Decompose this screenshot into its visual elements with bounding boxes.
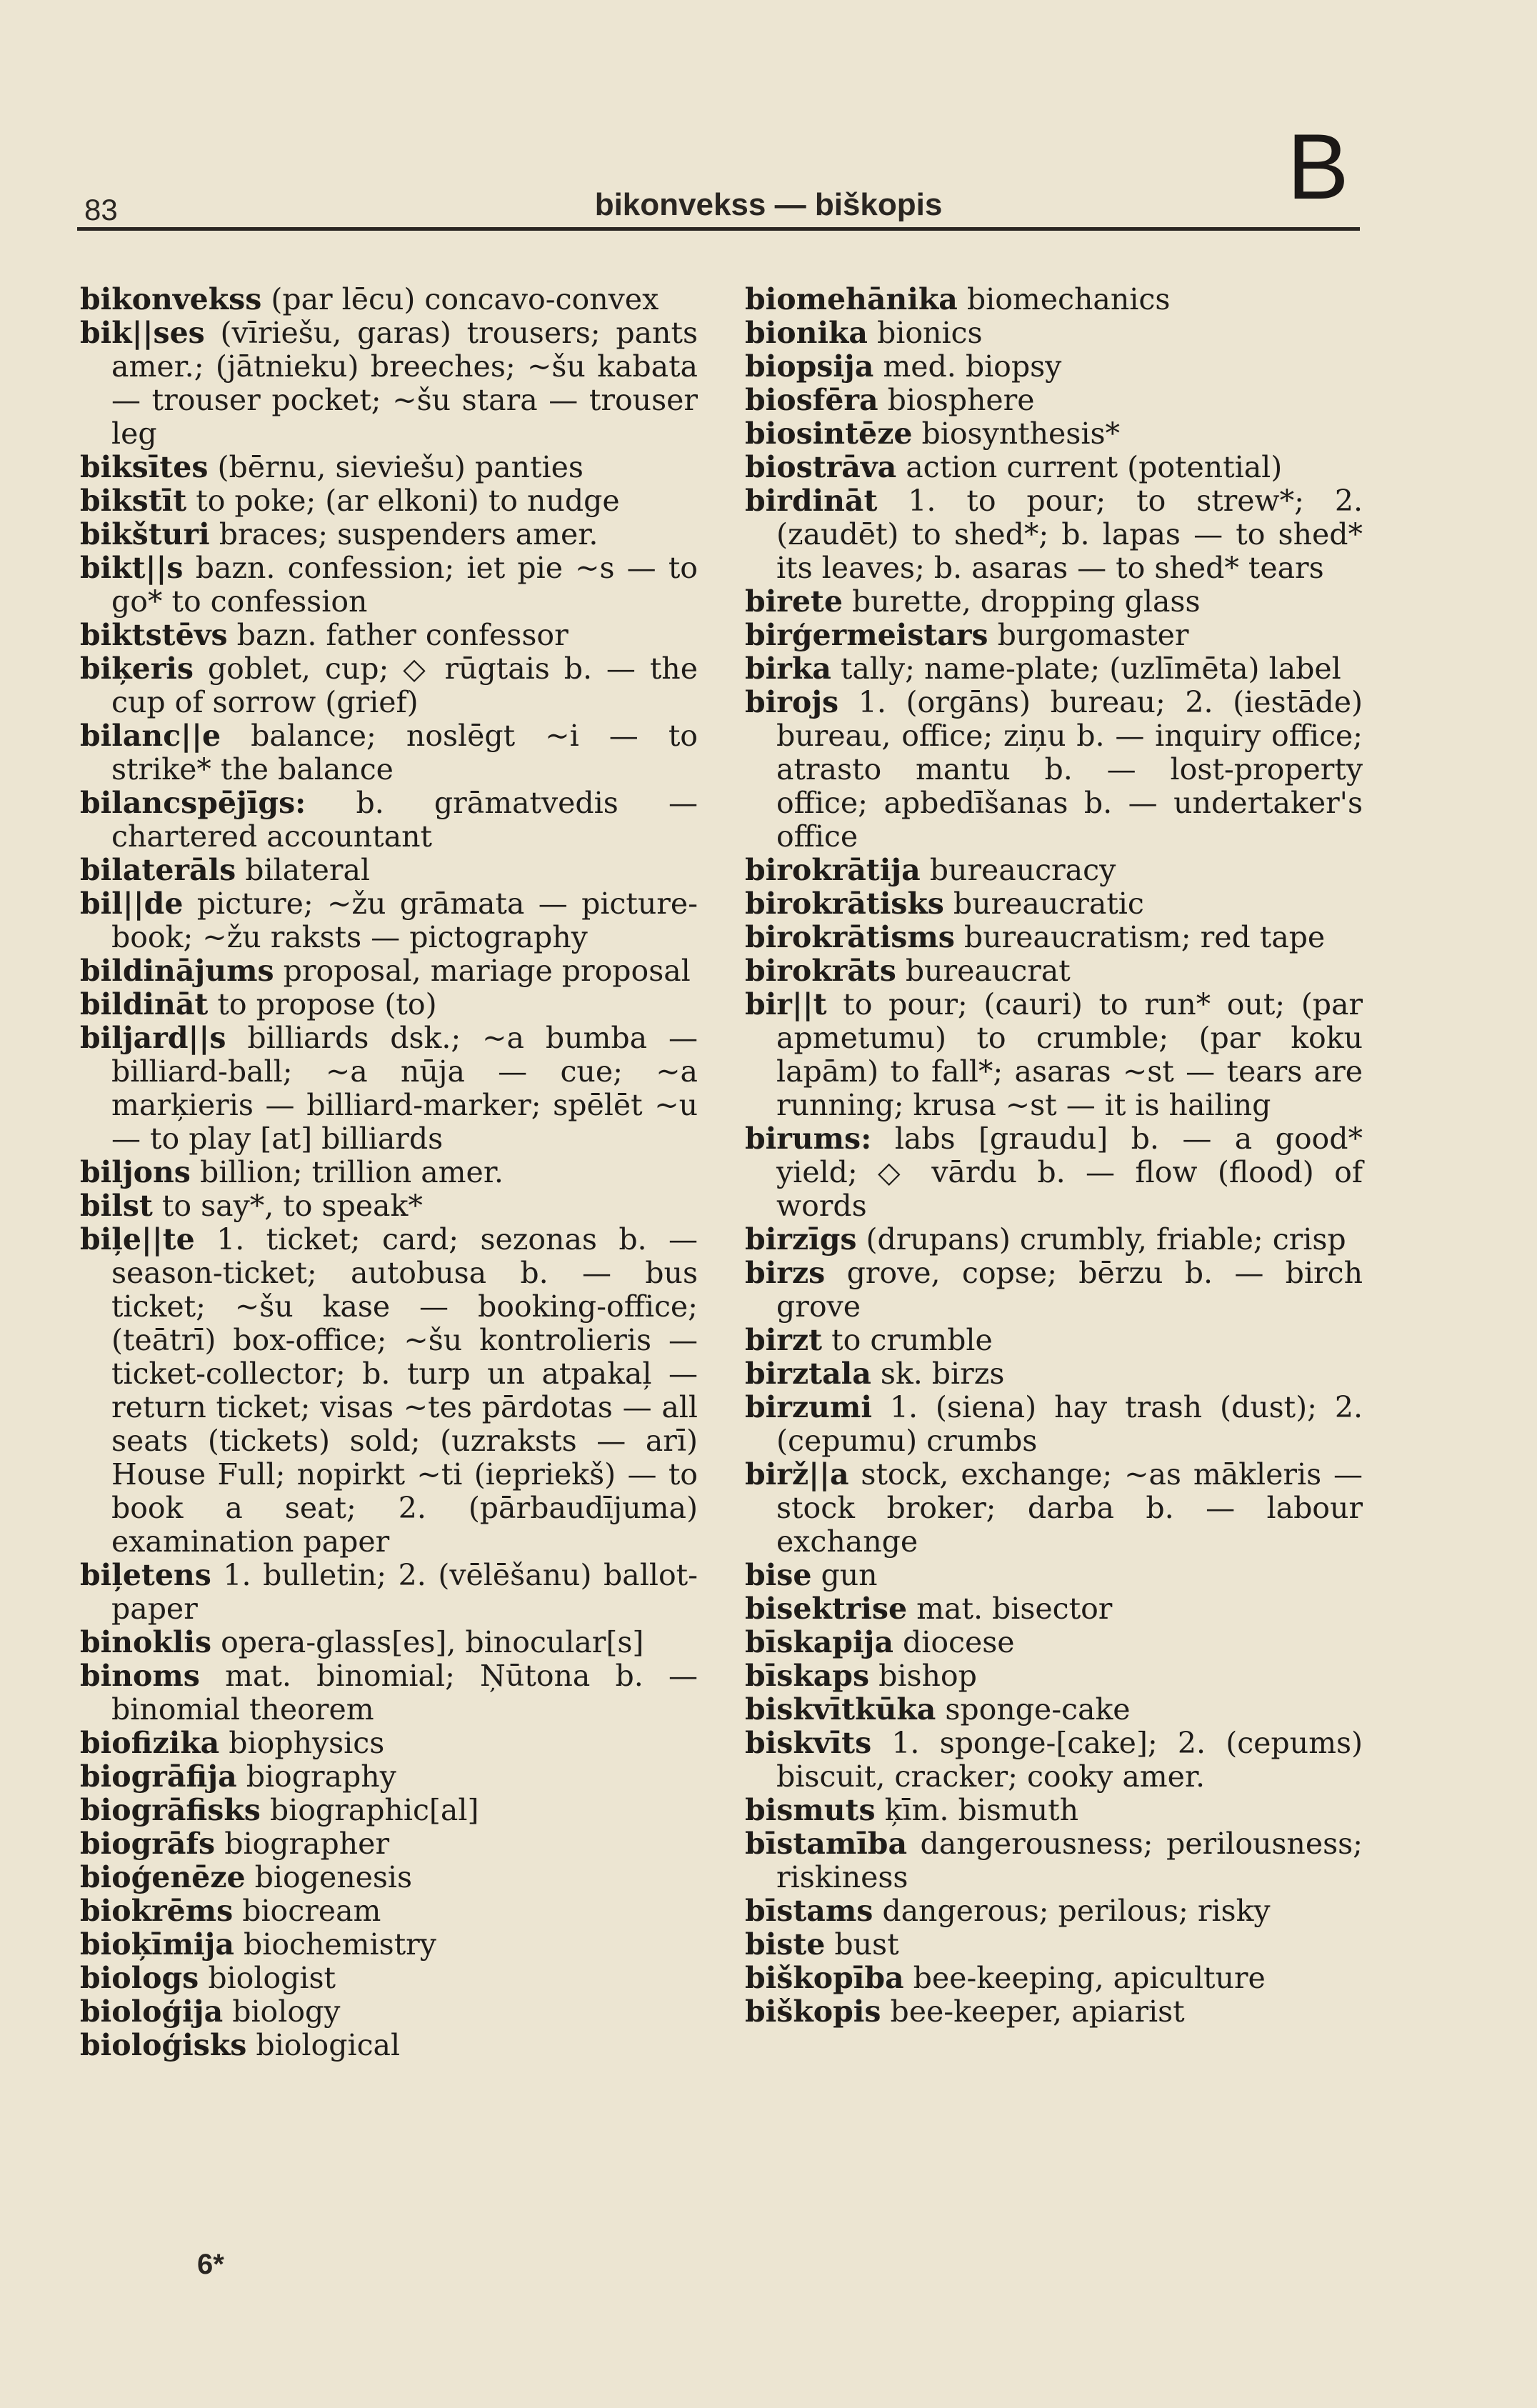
entry-headword: biologs bbox=[80, 1961, 199, 1995]
dictionary-entry bbox=[745, 316, 1363, 350]
entry-headword: biste bbox=[745, 1927, 826, 1962]
entry-headword: birete bbox=[745, 584, 843, 619]
entry-headword: bildinājums bbox=[80, 954, 274, 988]
section-letter: B bbox=[1287, 114, 1349, 219]
dictionary-entry bbox=[80, 484, 698, 518]
entry-definition: bureaucracy bbox=[929, 853, 1116, 887]
entry-headword: bilst bbox=[80, 1189, 153, 1223]
entry-headword: biogrāfisks bbox=[80, 1793, 261, 1827]
entry-headword: biostrāva bbox=[745, 450, 897, 484]
entry-headword: biofizika bbox=[80, 1726, 220, 1760]
dictionary-entry bbox=[80, 719, 698, 786]
dictionary-entry bbox=[745, 1727, 1363, 1794]
entry-definition: bee-keeping, apiculture bbox=[913, 1961, 1266, 1995]
dictionary-entry bbox=[80, 2029, 698, 2062]
dictionary-entry bbox=[80, 887, 698, 954]
entry-definition: (bērnu, sieviešu) panties bbox=[217, 450, 584, 484]
entry-headword: biogrāfija bbox=[80, 1759, 237, 1794]
entry-definition: biographer bbox=[224, 1827, 390, 1861]
entry-definition: biocream bbox=[242, 1894, 381, 1928]
entry-headword: birokrātisks bbox=[745, 886, 944, 921]
entry-definition: b. grāmatvedis — chartered accountant bbox=[111, 786, 698, 854]
dictionary-entry bbox=[80, 652, 698, 719]
entry-definition: bazn. father confessor bbox=[236, 618, 569, 652]
entry-definition: to pour; (cauri) to run* out; (par apmetumu) to crumble; (par koku lapām) to fall*; asaras ~st — tears are running; krusa ~st — it is hailing bbox=[776, 987, 1363, 1122]
entry-definition: bilateral bbox=[245, 853, 371, 887]
entry-headword: birzt bbox=[745, 1323, 823, 1357]
entry-definition: (par lēcu) concavo-convex bbox=[271, 282, 659, 316]
entry-definition: 1. ticket; card; sezonas b. — season-ticket; autobusa b. — bus ticket; ~šu kase — booking-office; (teātrī) box-office; ~šu kontrolieris — ticket-collector; b. turp un atpakaļ — return ticket; visas ~tes pārdotas — all seats (tickets) sold; (uzraksts — arī) House Full; nopirkt ~ti (iepriekš) — to book a seat; 2. (pārbaudījuma) examination paper bbox=[111, 1222, 698, 1559]
entry-definition: 1. sponge-[cake]; 2. (cepums) biscuit, cracker; cooky amer. bbox=[776, 1726, 1363, 1794]
entry-definition: burette, dropping glass bbox=[852, 584, 1201, 619]
header-rule bbox=[77, 227, 1360, 231]
entry-definition: bureaucrat bbox=[905, 954, 1071, 988]
dictionary-entry bbox=[745, 1559, 1363, 1592]
dictionary-entry bbox=[745, 1592, 1363, 1626]
entry-definition: sk. birzs bbox=[880, 1357, 1005, 1391]
entry-definition: biosphere bbox=[887, 383, 1035, 417]
entry-headword: bikšturi bbox=[80, 517, 210, 551]
dictionary-entry bbox=[745, 1257, 1363, 1324]
entry-headword: bioģenēze bbox=[80, 1860, 246, 1894]
entry-definition: billiards dsk.; ~a bumba — billiard-ball; ~a nūja — cue; ~a marķieris — billiard-marker; spēlēt ~u — to play [at] billiards bbox=[111, 1021, 698, 1156]
entry-definition: billion; trillion amer. bbox=[199, 1155, 504, 1189]
entry-headword: bik||ses bbox=[80, 316, 205, 350]
entry-headword: bisektrise bbox=[745, 1592, 908, 1626]
dictionary-entry bbox=[745, 1324, 1363, 1357]
entry-definition: mat. binomial; Ņūtona b. — binomial theorem bbox=[111, 1659, 698, 1727]
running-head: bikonvekss — biškopis bbox=[594, 187, 943, 222]
dictionary-entry bbox=[745, 1391, 1363, 1458]
dictionary-entry bbox=[745, 988, 1363, 1122]
entry-definition: goblet, cup; ◇ rūgtais b. — the cup of sorrow (grief) bbox=[111, 651, 698, 719]
entry-headword: bīstamība bbox=[745, 1827, 908, 1861]
dictionary-entry bbox=[745, 283, 1363, 316]
dictionary-entry bbox=[745, 1693, 1363, 1727]
dictionary-entry bbox=[745, 585, 1363, 619]
entry-headword: birzs bbox=[745, 1256, 826, 1290]
entry-headword: biškopis bbox=[745, 1994, 881, 2029]
entry-headword: biksītes bbox=[80, 450, 209, 484]
entry-definition: bureaucratism; red tape bbox=[963, 920, 1326, 954]
entry-definition: mat. bisector bbox=[916, 1592, 1113, 1626]
dictionary-entry bbox=[745, 1458, 1363, 1559]
dictionary-entry bbox=[745, 854, 1363, 887]
entry-definition: dangerous; perilous; risky bbox=[882, 1894, 1271, 1928]
entry-headword: biktstēvs bbox=[80, 618, 228, 652]
entry-headword: bionika bbox=[745, 316, 868, 350]
entry-definition: bee-keeper, apiarist bbox=[890, 1994, 1185, 2029]
entry-definition: opera-glass[es], binocular[s] bbox=[221, 1625, 644, 1659]
entry-headword: bise bbox=[745, 1558, 812, 1592]
entry-definition: tally; name-plate; (uzlīmēta) label bbox=[840, 651, 1341, 686]
entry-definition: diocese bbox=[903, 1625, 1015, 1659]
entry-headword: birģermeistars bbox=[745, 618, 988, 652]
entry-definition: bureaucratic bbox=[953, 886, 1144, 921]
entry-definition: bishop bbox=[878, 1659, 977, 1693]
entry-headword: birokrāts bbox=[745, 954, 896, 988]
entry-headword: biosintēze bbox=[745, 416, 913, 451]
entry-definition: to propose (to) bbox=[217, 987, 437, 1021]
entry-definition: ķīm. bismuth bbox=[884, 1793, 1079, 1827]
dictionary-entry bbox=[745, 1995, 1363, 2029]
dictionary-entry bbox=[745, 887, 1363, 921]
entry-headword: bil||de bbox=[80, 886, 184, 921]
dictionary-entry bbox=[745, 1223, 1363, 1257]
entry-headword: biškopība bbox=[745, 1961, 904, 1995]
entry-definition: to say*, to speak* bbox=[161, 1189, 423, 1223]
dictionary-entry bbox=[80, 1189, 698, 1223]
entry-definition: braces; suspenders amer. bbox=[219, 517, 599, 551]
dictionary-entry bbox=[80, 1659, 698, 1727]
entry-definition: 1. bulletin; 2. (vēlēšanu) ballot-paper bbox=[111, 1558, 698, 1626]
entry-headword: bīskapija bbox=[745, 1625, 893, 1659]
entry-headword: bioloģija bbox=[80, 1994, 224, 2029]
entry-headword: binoklis bbox=[80, 1625, 212, 1659]
entry-headword: birzīgs bbox=[745, 1222, 857, 1257]
dictionary-entry bbox=[745, 417, 1363, 451]
entry-definition: biomechanics bbox=[966, 282, 1171, 316]
dictionary-entry bbox=[745, 1962, 1363, 1995]
dictionary-entry bbox=[745, 1894, 1363, 1928]
entry-definition: (drupans) crumbly, friable; crisp bbox=[866, 1222, 1346, 1257]
entry-headword: biskvīts bbox=[745, 1726, 872, 1760]
entry-definition: labs [graudu] b. — a good* yield; ◇ vārdu b. — flow (flood) of words bbox=[776, 1121, 1363, 1223]
dictionary-entry bbox=[80, 1995, 698, 2029]
entry-headword: bilanc||e bbox=[80, 719, 221, 753]
entry-definition: biology bbox=[232, 1994, 341, 2029]
entry-headword: biljard||s bbox=[80, 1021, 226, 1055]
entry-headword: biogrāfs bbox=[80, 1827, 216, 1861]
entry-definition: med. biopsy bbox=[883, 349, 1062, 384]
entry-headword: bildināt bbox=[80, 987, 209, 1021]
entry-headword: biokrēms bbox=[80, 1894, 234, 1928]
entry-definition: gun bbox=[821, 1558, 878, 1592]
entry-headword: bismuts bbox=[745, 1793, 876, 1827]
entry-definition: biogenesis bbox=[254, 1860, 413, 1894]
entry-definition: picture; ~žu grāmata — picture-book; ~žu raksts — pictography bbox=[111, 886, 698, 954]
entry-headword: birums: bbox=[745, 1121, 872, 1156]
entry-headword: bilancspējīgs: bbox=[80, 786, 306, 820]
dictionary-entry bbox=[745, 1827, 1363, 1894]
dictionary-entry bbox=[80, 1928, 698, 1962]
entry-definition: biophysics bbox=[229, 1726, 385, 1760]
dictionary-entry bbox=[745, 1357, 1363, 1391]
entry-definition: biologist bbox=[208, 1961, 336, 1995]
dictionary-entry bbox=[80, 1727, 698, 1760]
entry-definition: bionics bbox=[877, 316, 983, 350]
dictionary-entry bbox=[745, 1928, 1363, 1962]
entry-headword: birokrātisms bbox=[745, 920, 955, 954]
dictionary-entry bbox=[745, 954, 1363, 988]
entry-headword: birojs bbox=[745, 685, 839, 719]
dictionary-entry bbox=[80, 1626, 698, 1659]
entry-headword: bīskaps bbox=[745, 1659, 870, 1693]
dictionary-entry bbox=[745, 619, 1363, 652]
entry-headword: birzumi bbox=[745, 1390, 872, 1424]
dictionary-entry bbox=[745, 1794, 1363, 1827]
entry-definition: 1. to pour; to strew*; 2. (zaudēt) to shed*; b. lapas — to shed* its leaves; b. asaras — to shed* tears bbox=[776, 484, 1363, 585]
entry-headword: birž||a bbox=[745, 1457, 849, 1492]
dictionary-entry bbox=[80, 854, 698, 887]
entry-headword: bioloģisks bbox=[80, 2028, 247, 2062]
dictionary-entry bbox=[745, 921, 1363, 954]
dictionary-entry bbox=[80, 1794, 698, 1827]
entry-definition: bust bbox=[834, 1927, 899, 1962]
left-column bbox=[80, 283, 698, 2062]
entry-definition: burgomaster bbox=[997, 618, 1189, 652]
dictionary-entry bbox=[80, 316, 698, 451]
entry-definition: sponge-cake bbox=[945, 1692, 1131, 1727]
entry-headword: birztala bbox=[745, 1357, 871, 1391]
entry-definition: balance; noslēgt ~i — to strike* the balance bbox=[111, 719, 698, 786]
dictionary-entry bbox=[80, 1827, 698, 1861]
entry-headword: birdināt bbox=[745, 484, 878, 518]
signature-mark: 6* bbox=[197, 2249, 224, 2280]
dictionary-entry bbox=[745, 652, 1363, 686]
dictionary-entry bbox=[80, 988, 698, 1021]
entry-headword: biļetens bbox=[80, 1558, 211, 1592]
entry-headword: biomehānika bbox=[745, 282, 958, 316]
entry-definition: action current (potential) bbox=[906, 450, 1283, 484]
dictionary-entry bbox=[745, 451, 1363, 484]
dictionary-entry bbox=[80, 1760, 698, 1794]
entry-definition: stock, exchange; ~as mākleris — stock broker; darba b. — labour exchange bbox=[776, 1457, 1363, 1559]
dictionary-entry bbox=[80, 1962, 698, 1995]
entry-definition: biochemistry bbox=[243, 1927, 436, 1962]
dictionary-entry bbox=[80, 1894, 698, 1928]
dictionary-entry bbox=[745, 1659, 1363, 1693]
dictionary-entry bbox=[745, 686, 1363, 854]
entry-headword: birka bbox=[745, 651, 831, 686]
dictionary-entry bbox=[80, 1223, 698, 1559]
right-column bbox=[745, 283, 1363, 2029]
page-number: 83 bbox=[84, 193, 118, 226]
dictionary-entry bbox=[80, 1156, 698, 1189]
entry-headword: bikonvekss bbox=[80, 282, 262, 316]
dictionary-entry bbox=[745, 1122, 1363, 1223]
entry-definition: biological bbox=[256, 2028, 401, 2062]
dictionary-entry bbox=[745, 484, 1363, 585]
entry-headword: biljons bbox=[80, 1155, 191, 1189]
dictionary-entry bbox=[80, 619, 698, 652]
entry-definition: (vīriešu, garas) trousers; pants amer.; (jātnieku) breeches; ~šu kabata — trouser pocket; ~šu stara — trouser leg bbox=[111, 316, 698, 451]
entry-headword: biķeris bbox=[80, 651, 194, 686]
dictionary-entry bbox=[80, 283, 698, 316]
dictionary-entry bbox=[80, 1559, 698, 1626]
entry-definition: bazn. confession; iet pie ~s — to go* to confession bbox=[111, 551, 698, 619]
entry-headword: biļe||te bbox=[80, 1222, 195, 1257]
dictionary-entry bbox=[745, 384, 1363, 417]
dictionary-entry bbox=[80, 954, 698, 988]
entry-definition: to crumble bbox=[831, 1323, 993, 1357]
entry-headword: bikt||s bbox=[80, 551, 184, 585]
entry-headword: biopsija bbox=[745, 349, 874, 384]
entry-definition: 1. (siena) hay trash (dust); 2. (cepumu) crumbs bbox=[776, 1390, 1363, 1458]
entry-headword: bilaterāls bbox=[80, 853, 236, 887]
entry-definition: biosynthesis* bbox=[921, 416, 1120, 451]
dictionary-entry bbox=[80, 451, 698, 484]
entry-headword: bikstīt bbox=[80, 484, 187, 518]
dictionary-entry bbox=[745, 1626, 1363, 1659]
entry-headword: biosfēra bbox=[745, 383, 878, 417]
dictionary-entry bbox=[80, 786, 698, 854]
entry-headword: binoms bbox=[80, 1659, 200, 1693]
dictionary-entry bbox=[80, 1861, 698, 1894]
entry-definition: biography bbox=[246, 1759, 396, 1794]
entry-headword: bīstams bbox=[745, 1894, 873, 1928]
entry-definition: dangerousness; perilousness; riskiness bbox=[776, 1827, 1363, 1894]
dictionary-entry bbox=[80, 518, 698, 551]
dictionary-entry bbox=[80, 1021, 698, 1156]
entry-definition: proposal, mariage proposal bbox=[283, 954, 691, 988]
entry-headword: bioķīmija bbox=[80, 1927, 234, 1962]
entry-definition: 1. (orgāns) bureau; 2. (iestāde) bureau, office; ziņu b. — inquiry office; atrasto mantu b. — lost-property office; apbedīšanas b. — undertaker's office bbox=[776, 685, 1363, 854]
entry-headword: birokrātija bbox=[745, 853, 921, 887]
dictionary-entry bbox=[80, 551, 698, 619]
entry-definition: grove, copse; bērzu b. — birch grove bbox=[776, 1256, 1363, 1324]
entry-definition: biographic[al] bbox=[269, 1793, 479, 1827]
entry-definition: to poke; (ar elkoni) to nudge bbox=[196, 484, 620, 518]
entry-headword: bir||t bbox=[745, 987, 827, 1021]
entry-headword: biskvītkūka bbox=[745, 1692, 936, 1727]
dictionary-entry bbox=[745, 350, 1363, 384]
